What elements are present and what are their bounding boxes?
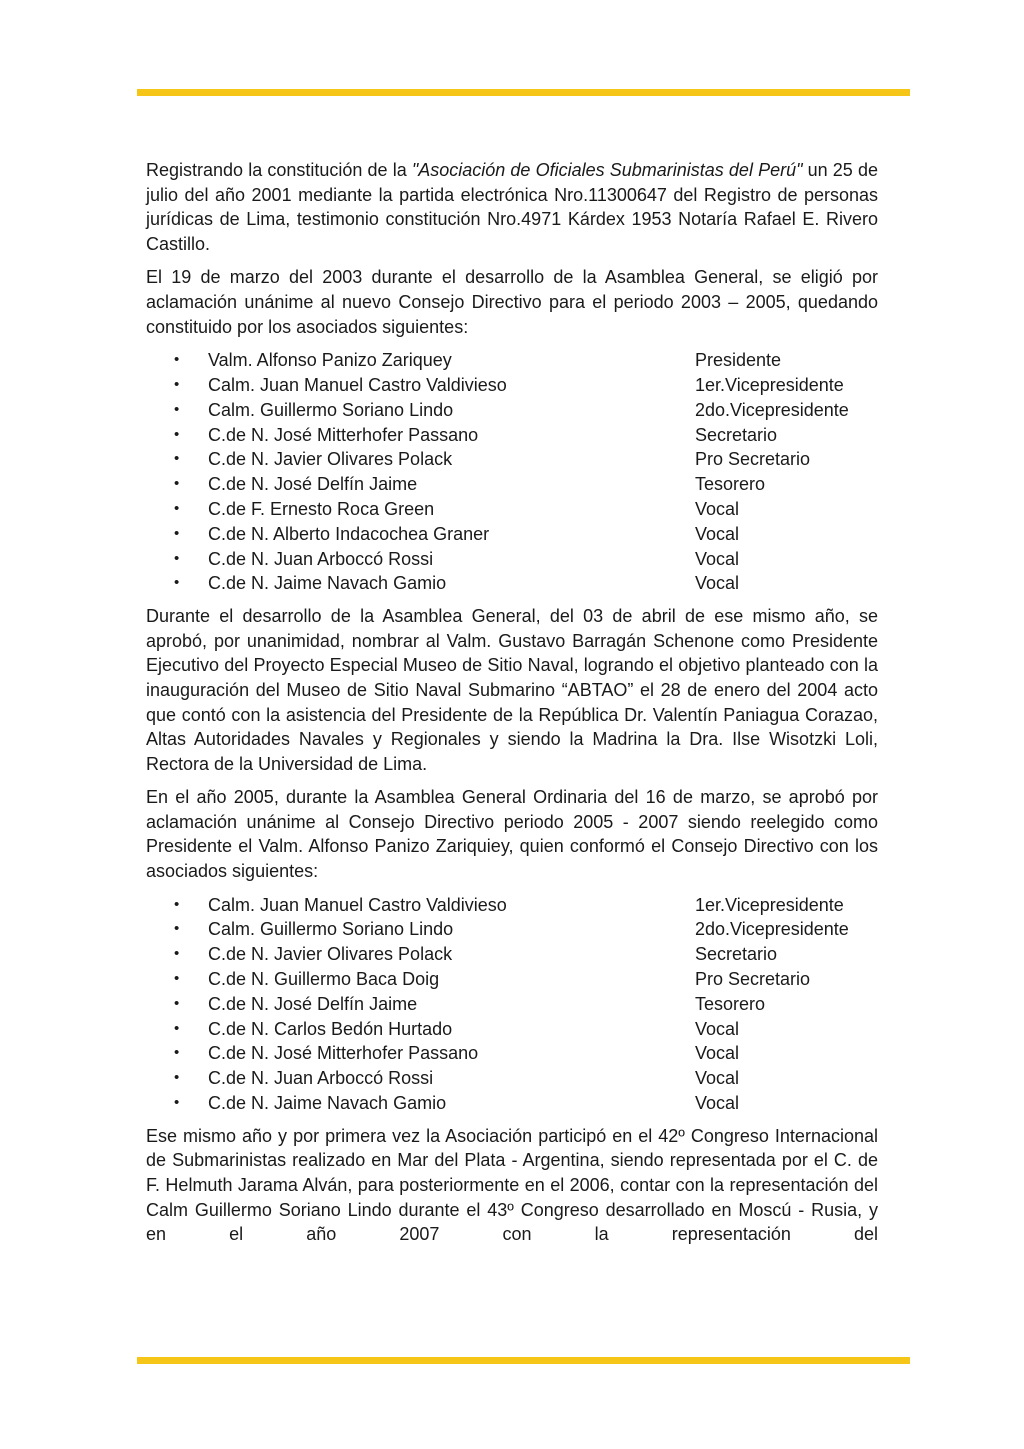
list-item [146,522,878,547]
bullet: • [174,524,180,542]
paragraph-congress: Ese mismo año y por primera vez la Asociación participó en el 42º Congreso Internacional de Submarinistas realizado en Mar del Plata - Argentina, siendo representada por el C. de F. Helmuth Jarama Alván, para posteriormente en el 2006, contar con la representación del Calm Guillermo Soriano Lindo durante el 43º Congreso desarrollado en Moscú - Rusia, y en el año 2007 con la representación del [146,1125,878,1245]
list-item [146,497,878,522]
bullet: • [174,574,180,592]
member-role: Secretario [695,424,778,445]
member-role: Pro Secretario [695,449,811,470]
member-name: C.de N. Jaime Navach Gamio [208,573,447,594]
member-name: C.de N. José Delfín Jaime [208,993,418,1014]
member-role: Vocal [695,573,740,594]
bullet: • [174,1044,180,1062]
list-item [146,398,878,423]
paragraph-museum: Durante el desarrollo de la Asamblea General, del 03 de abril de ese mismo año, se aprobó, por unanimidad, nombrar al Valm. Gustavo Barragán Schenone como Presidente Ejecutivo del Proyecto Especial Museo de Sitio Naval, logrando el objetivo planteado con la inauguración del Museo de Sitio Naval Submarino “ABTAO” el 28 de enero del 2004 acto que contó con la asistencia del Presidente de la República Dr. Valentín Paniagua Corazao, Altas Autoridades Navales y Regionales y siendo la Madrina la Dra. Ilse Wisotzki Loli, Rectora de la Universidad de Lima. [146,606,878,774]
bullet: • [174,1019,180,1037]
bullet: • [174,425,180,443]
bullet: • [174,970,180,988]
list-item [146,942,878,967]
list-item [146,472,878,497]
member-name: Valm. Alfonso Panizo Zariquey [208,350,452,371]
list-item [146,917,878,942]
member-name: Calm. Juan Manuel Castro Valdivieso [208,374,507,395]
member-name: Calm. Juan Manuel Castro Valdivieso [208,894,507,915]
member-name: C.de N. Carlos Bedón Hurtado [208,1018,453,1039]
bullet: • [174,895,180,913]
member-name: C.de N. Alberto Indacochea Graner [208,523,490,544]
council-2005-list [146,893,878,1116]
bullet: • [174,1094,180,1112]
member-name: C.de N. José Mitterhofer Passano [208,424,479,445]
member-role: 1er.Vicepresidente [695,374,844,395]
member-role: Pro Secretario [695,969,811,990]
member-name: Calm. Guillermo Soriano Lindo [208,919,454,940]
list-item [146,1017,878,1042]
member-name: C.de N. José Delfín Jaime [208,474,418,495]
bullet: • [174,450,180,468]
member-name: C.de N. Javier Olivares Polack [208,449,453,470]
bullet: • [174,920,180,938]
bullet: • [174,375,180,393]
member-role: Vocal [695,548,740,569]
member-name: C.de F. Ernesto Roca Green [208,498,435,519]
list-item [146,547,878,572]
member-role: Presidente [695,350,782,371]
member-name: Calm. Guillermo Soriano Lindo [208,399,454,420]
bullet: • [174,499,180,517]
list-item [146,893,878,918]
member-role: 1er.Vicepresidente [695,894,844,915]
list-item [146,1041,878,1066]
list-item [146,992,878,1017]
bullet: • [174,1069,180,1087]
member-role: Tesorero [695,993,766,1014]
bullet: • [174,351,180,369]
list-item [146,373,878,398]
member-role: Vocal [695,1018,740,1039]
bullet: • [174,994,180,1012]
council-2003-list [146,348,878,596]
bullet: • [174,400,180,418]
member-role: Vocal [695,523,740,544]
bullet: • [174,549,180,567]
bullet: • [174,945,180,963]
paragraph-2005-assembly: En el año 2005, durante la Asamblea General Ordinaria del 16 de marzo, se aprobó por aclamación unánime al Consejo Directivo periodo 2005 - 2007 siendo reelegido como Presidente el Valm. Alfonso Panizo Zariquiey, quien conformó el Consejo Directivo con los asociados siguientes: [146,787,878,882]
header-rule [137,89,910,96]
list-item [146,571,878,596]
member-role: Vocal [695,498,740,519]
paragraph-2003-assembly: El 19 de marzo del 2003 durante el desarrollo de la Asamblea General, se eligió por aclamación unánime al nuevo Consejo Directivo para el periodo 2003 – 2005, quedando constituido por los asociados siguientes: [146,267,878,337]
list-item [146,348,878,373]
list-item [146,423,878,448]
list-item [146,1091,878,1116]
member-name: C.de N. Javier Olivares Polack [208,944,453,965]
member-role: Vocal [695,1068,740,1089]
member-name: C.de N. José Mitterhofer Passano [208,1043,479,1064]
member-role: Secretario [695,944,778,965]
member-name: C.de N. Jaime Navach Gamio [208,1093,447,1114]
list-item [146,447,878,472]
member-role: 2do.Vicepresidente [695,919,849,940]
association-name: "Asociación de Oficiales Submarinistas del Perú" [411,160,803,180]
document-body [146,158,878,1256]
member-role: 2do.Vicepresidente [695,399,849,420]
member-name: C.de N. Guillermo Baca Doig [208,969,440,990]
member-role: Vocal [695,1043,740,1064]
paragraph-constitution: Registrando la constitución de la "Asociación de Oficiales Submarinistas del Perú" un 25 de julio del año 2001 mediante la partida electrónica Nro.11300647 del Registro de personas jurídicas de Lima, testimonio constitución Nro.4971 Kárdex 1953 Notaría Rafael E. Rivero Castillo. [146,160,878,254]
member-name: C.de N. Juan Arboccó Rossi [208,548,434,569]
list-item [146,1066,878,1091]
bullet: • [174,475,180,493]
member-role: Vocal [695,1093,740,1114]
list-item [146,967,878,992]
member-role: Tesorero [695,474,766,495]
member-name: C.de N. Juan Arboccó Rossi [208,1068,434,1089]
footer-rule [137,1357,910,1364]
